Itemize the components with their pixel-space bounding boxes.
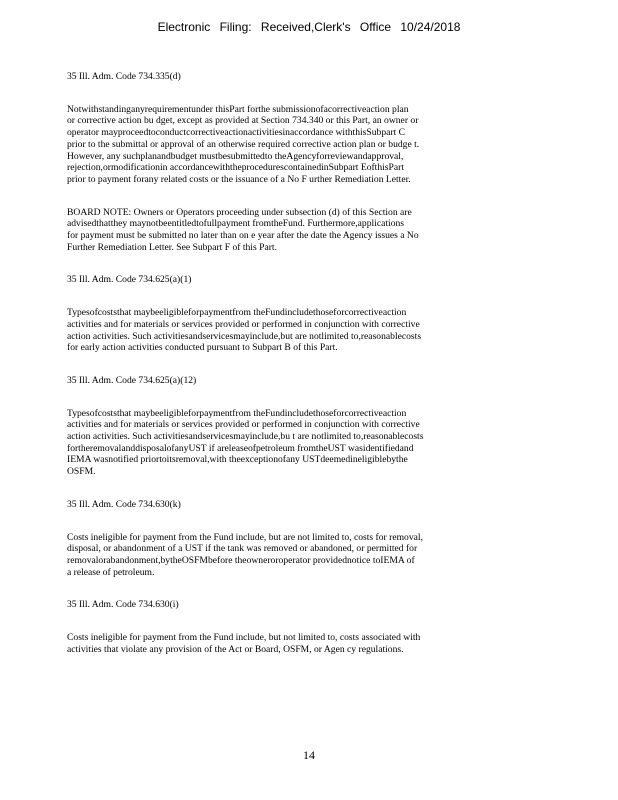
paragraph-line: prior to payment forany related costs or the issuance of a No F urther Remediation Letter. xyxy=(67,173,411,185)
paragraph-line: advisedthatthey maynotbeentitledtofullpayment fromtheFund. Furthermore,applications xyxy=(67,218,405,230)
paragraph-line: for payment must be submitted no later than on e year after the date the Agency issues a No xyxy=(67,230,419,242)
paragraph-line: rejection,ormodificationin accordancewiththeprocedurescontainedinSubpart EofthisPart xyxy=(67,162,404,174)
section-paragraph xyxy=(67,104,567,186)
paragraph-line: removalorabandonment,bytheOSFMbefore theowneroroperator providednotice toIEMA of xyxy=(67,554,415,566)
paragraph-line: However, any suchplanandbudget mustbesubmittedto theAgencyforreviewandapproval, xyxy=(67,150,404,162)
paragraph-line: operator mayproceedtoconductcorrectiveactionactivitiesinaccordance withthisSubpart C xyxy=(67,127,406,139)
paragraph-line: prior to the submittal or approval of an otherwise required corrective action plan or budge t. xyxy=(67,138,420,150)
section-citation: 35 Ill. Adm. Code 734.630(k) xyxy=(67,498,181,510)
paragraph-line: Notwithstandinganyrequirementunder thisPart forthe submissionofacorrectiveaction plan xyxy=(67,103,409,115)
paragraph-line: disposal, or abandonment of a UST if the tank was removed or abandoned, or permitted for xyxy=(67,543,418,555)
section-citation: 35 Ill. Adm. Code 734.335(d) xyxy=(67,71,181,82)
paragraph-line: Typesofcoststhat maybeeligibleforpaymentfrom theFundincludethoseforcorrectiveaction xyxy=(67,307,407,319)
document-body xyxy=(67,71,567,677)
section-paragraph xyxy=(67,408,567,478)
section-citation: 35 Ill. Adm. Code 734.625(a)(12) xyxy=(67,374,197,386)
section-paragraph xyxy=(67,307,567,354)
paragraph-line: IEMA wasnotified priortoitsremoval,with theexceptionofany USTdeemedineligiblebythe xyxy=(67,454,408,466)
filing-header: Electronic Filing: Received,Clerk's Office 10/24/2018 xyxy=(157,20,461,34)
section-paragraph xyxy=(67,207,567,254)
section-citation: 35 Ill. Adm. Code 734.630(i) xyxy=(67,599,179,611)
paragraph-line: action activities. Such activitiesandservicesmayinclude,but are notlimited to,reasonablecosts xyxy=(67,330,422,342)
paragraph-line: activities and for materials or services provided or performed in conjunction with corrective xyxy=(67,318,420,330)
paragraph-line: Costs ineligible for payment from the Fund include, but not limited to, costs associated with xyxy=(67,632,421,644)
paragraph-line: fortheremovalanddisposalofanyUST if areleaseofpetroleum fromtheUST wasidentifiedand xyxy=(67,442,414,454)
paragraph-line: action activities. Such activitiesandservicesmayinclude,bu t are notlimited to,reasonablecosts xyxy=(67,431,424,443)
paragraph-line: or corrective action bu dget, except as provided at Section 734.340 or this Part, an owner or xyxy=(67,115,419,127)
page-number: 14 xyxy=(303,748,315,762)
paragraph-line: BOARD NOTE: Owners or Operators proceeding under subsection (d) of this Section are xyxy=(67,206,412,218)
section-paragraph xyxy=(67,632,567,655)
paragraph-line: Costs ineligible for payment from the Fund include, but are not limited to, costs for removal, xyxy=(67,531,423,543)
section-citation: 35 Ill. Adm. Code 734.625(a)(1) xyxy=(67,274,192,286)
paragraph-line: a release of petroleum. xyxy=(67,566,155,578)
paragraph-line: for early action activities conducted pursuant to Subpart B of this Part. xyxy=(67,342,338,354)
paragraph-line: OSFM. xyxy=(67,466,96,478)
paragraph-line: activities and for materials or services provided or performed in conjunction with corrective xyxy=(67,419,420,431)
paragraph-line: activities that violate any provision of the Act or Board, OSFM, or Agen cy regulations. xyxy=(67,643,404,655)
paragraph-line: Further Remediation Letter. See Subpart F of this Part. xyxy=(67,241,277,253)
section-paragraph xyxy=(67,532,567,579)
paragraph-line: Typesofcoststhat maybeeligibleforpaymentfrom theFundincludethoseforcorrectiveaction xyxy=(67,407,407,419)
